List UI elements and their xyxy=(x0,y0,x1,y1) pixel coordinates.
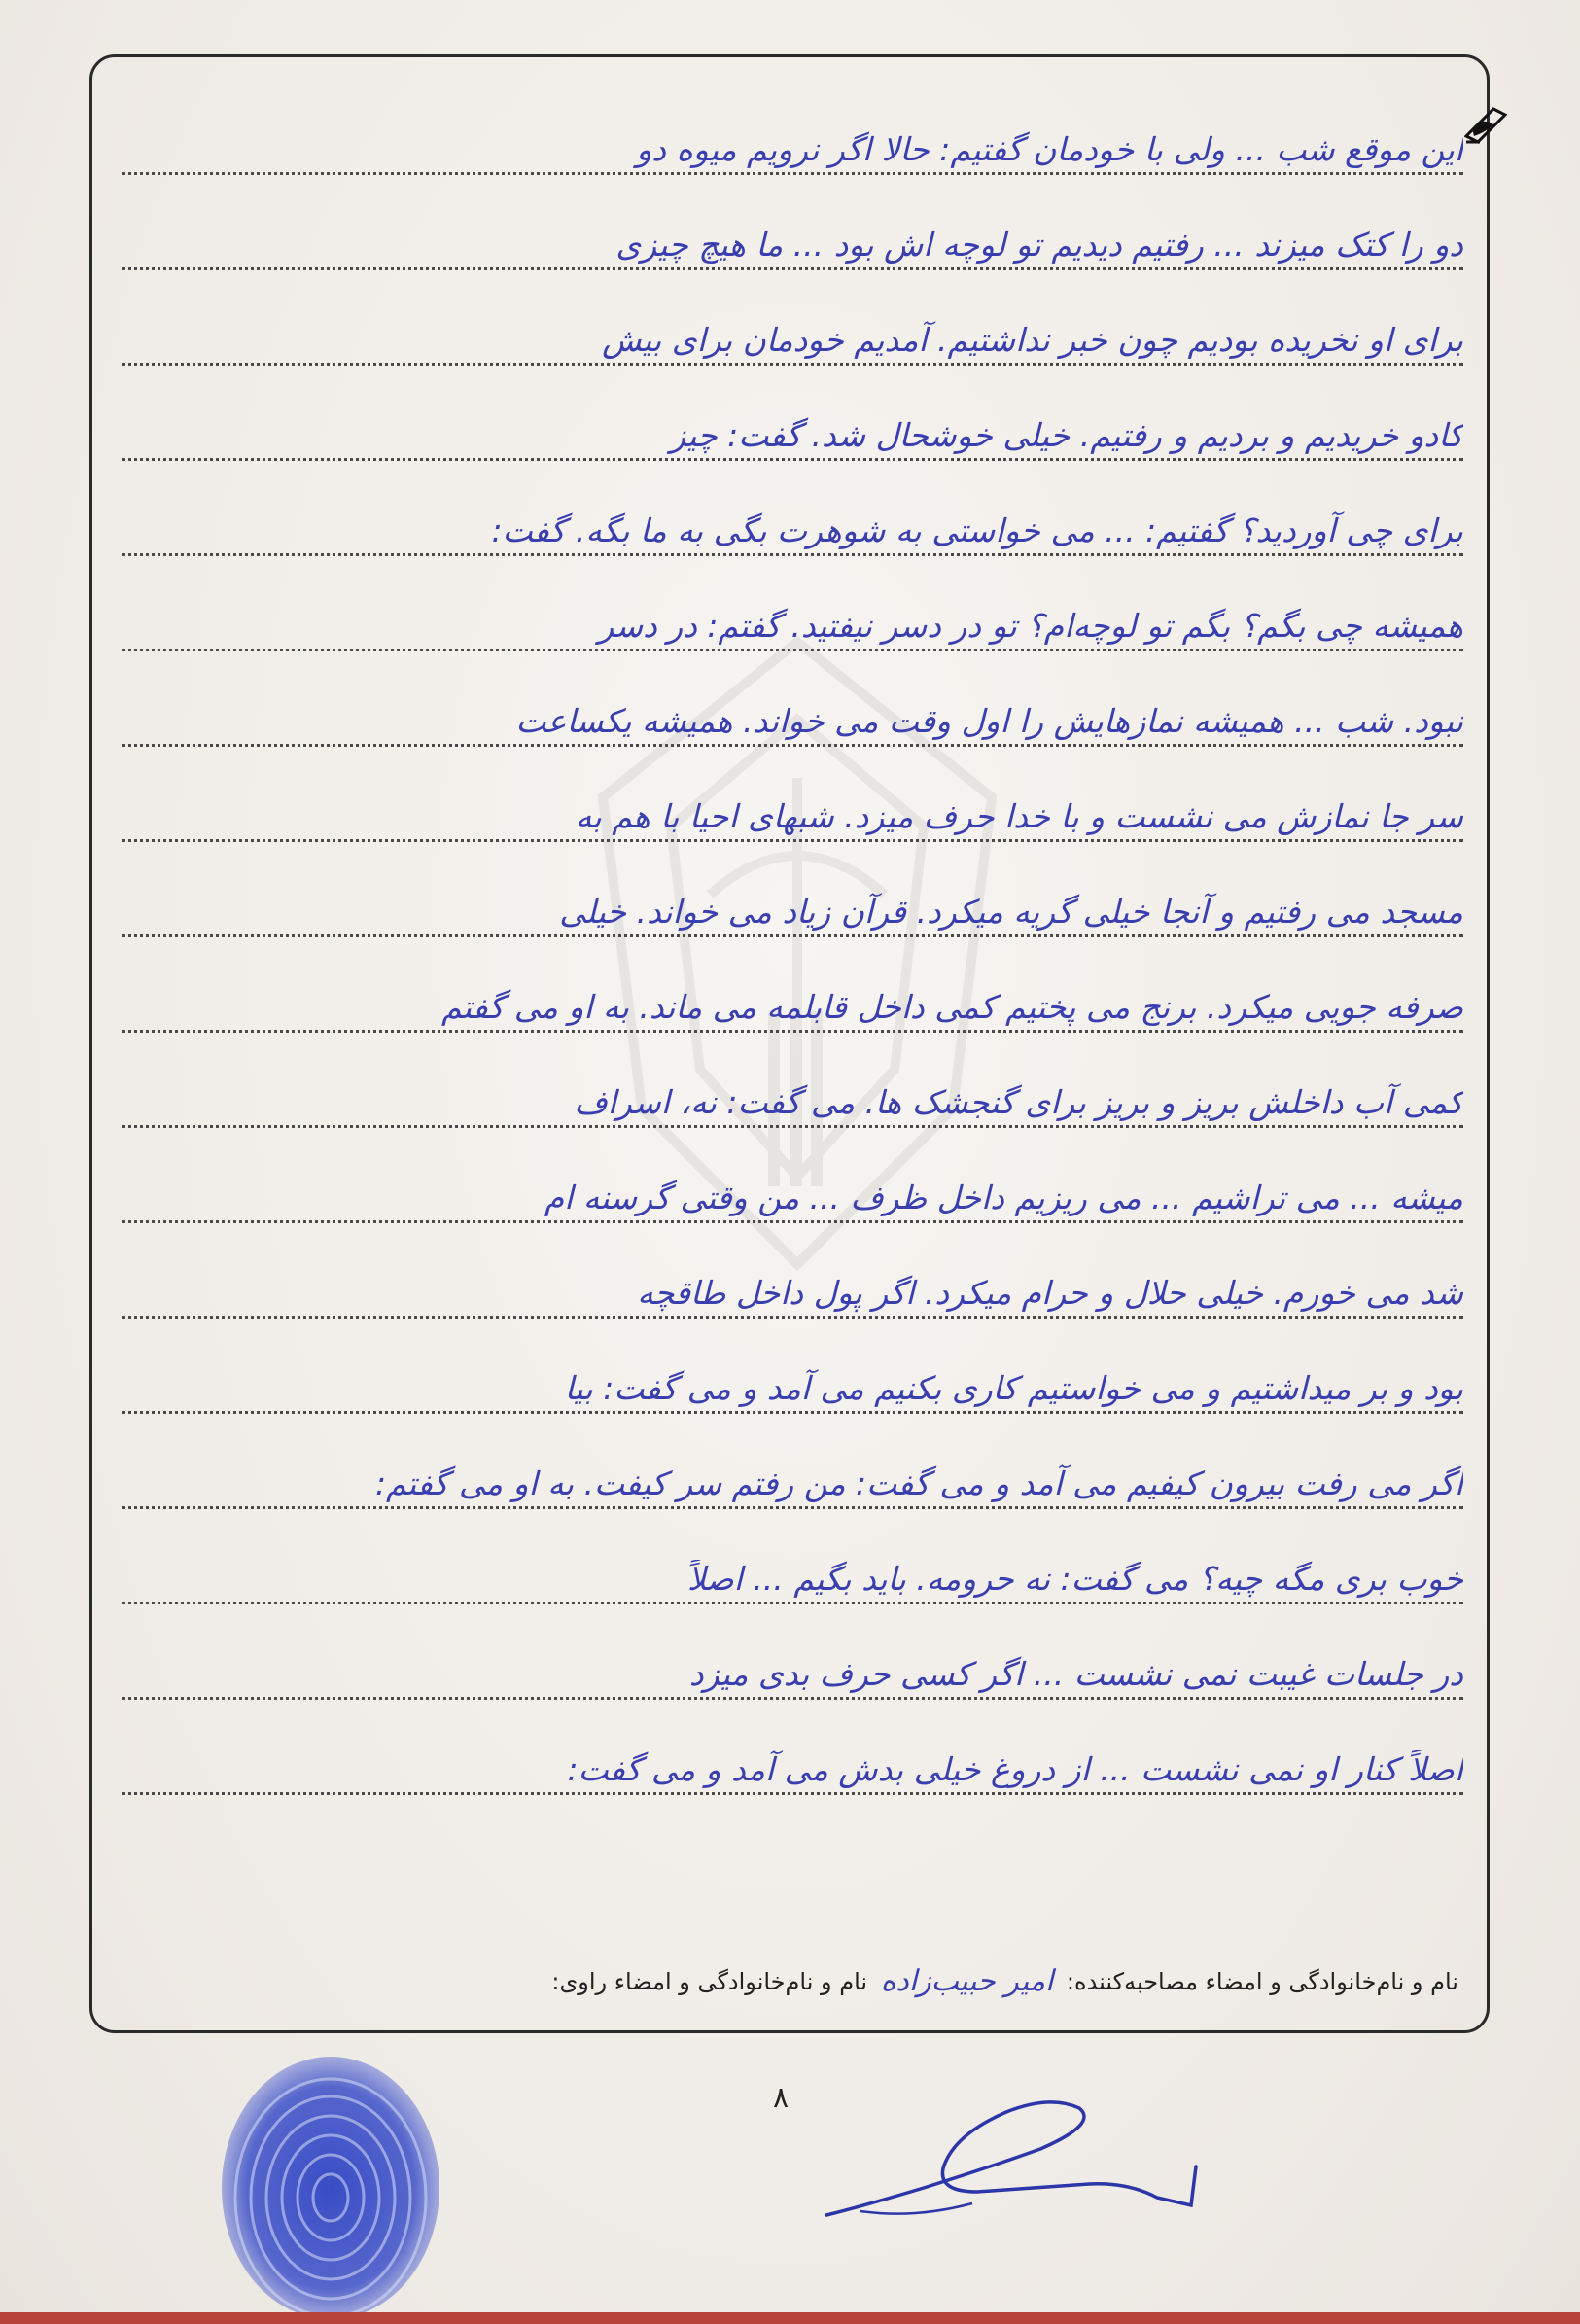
text-line xyxy=(122,383,1463,478)
handwritten-text: در جلسات غیبت نمی نشست ... اگر کسی حرف بدی میزد xyxy=(688,1655,1463,1693)
handwritten-text: برای چی آوردید؟ گفتیم: ... می خواستی به شوهرت بگی به ما بگه. گفت: xyxy=(491,511,1463,549)
text-line xyxy=(122,1431,1463,1527)
text-line xyxy=(122,669,1463,764)
handwritten-text: دو را کتک میزند ... رفتیم دیدیم تو لوچه اش بود ... ما هیچ چیزی xyxy=(615,226,1463,264)
handwritten-text: صرفه جویی میکرد. برنج می پختیم کمی داخل قابلمه می ماند. به او می گفتم xyxy=(440,988,1463,1026)
signature-labels-row xyxy=(117,1964,1458,2013)
handwritten-text: برای او نخریده بودیم چون خبر نداشتیم. آمدیم خودمان برای بیش xyxy=(602,321,1463,359)
fingerprint-stamp xyxy=(204,2042,457,2324)
page-number: ۸ xyxy=(773,2081,790,2115)
interview-text-lines xyxy=(122,97,1463,1906)
scan-bottom-edge xyxy=(0,2312,1580,2324)
text-line xyxy=(122,478,1463,574)
pen-note-icon xyxy=(1464,107,1507,144)
interviewer-name: امیر حبیب‌زاده xyxy=(880,1964,1054,1998)
handwritten-text: کمی آب داخلش بریز و بریز برای گنجشک ها. می گفت: نه، اسراف xyxy=(574,1083,1463,1121)
text-line xyxy=(122,1717,1463,1813)
handwritten-text: مسجد می رفتیم و آنجا خیلی گریه میکرد. قرآن زیاد می خواند. خیلی xyxy=(559,893,1463,931)
text-line xyxy=(122,574,1463,669)
text-line xyxy=(122,860,1463,955)
handwritten-text: این موقع شب ... ولی با خودمان گفتیم: حالا اگر نرویم میوه دو xyxy=(636,130,1463,168)
text-line xyxy=(122,1336,1463,1431)
text-line xyxy=(122,1050,1463,1145)
handwritten-text: اصلاً کنار او نمی نشست ... از دروغ خیلی بدش می آمد و می گفت: xyxy=(567,1750,1463,1788)
text-line xyxy=(122,955,1463,1050)
text-line xyxy=(122,764,1463,860)
handwritten-text: میشه ... می تراشیم ... می ریزیم داخل ظرف ... من وقتی گرسنه ام xyxy=(544,1179,1463,1216)
text-line xyxy=(122,1622,1463,1717)
handwritten-text: کادو خریدیم و بردیم و رفتیم. خیلی خوشحال شد. گفت: چیز xyxy=(670,416,1463,454)
text-line xyxy=(122,193,1463,288)
text-line xyxy=(122,288,1463,383)
handwritten-text: اگر می رفت بیرون کیفیم می آمد و می گفت: من رفتم سر کیفت. به او می گفتم: xyxy=(374,1464,1463,1502)
text-line xyxy=(122,1527,1463,1622)
text-line xyxy=(122,1241,1463,1336)
handwritten-text: شد می خورم. خیلی حلال و حرام میکرد. اگر پول داخل طاقچه xyxy=(637,1274,1463,1312)
interviewer-label: نام و نام‌خانوادگی و امضاء مصاحبه‌کننده: xyxy=(1066,1967,1458,1995)
handwritten-text: خوب بری مگه چیه؟ می گفت: نه حرومه. باید بگیم ... اصلاً xyxy=(686,1560,1463,1598)
handwritten-text: نبود. شب ... همیشه نمازهایش را اول وقت می خواند. همیشه یکساعت xyxy=(515,702,1463,740)
narrator-label: نام و نام‌خانوادگی و امضاء راوی: xyxy=(551,1967,868,1995)
handwritten-text: بود و بر میداشتیم و می خواستیم کاری بکنیم می آمد و می گفت: بیا xyxy=(564,1369,1463,1407)
text-line xyxy=(122,1145,1463,1241)
handwritten-text: سر جا نمازش می نشست و با خدا حرف میزد. شبهای احیا با هم به xyxy=(575,797,1463,835)
handwritten-text: همیشه چی بگم؟ بگم تو لوچه‌ام؟ تو در دسر نیفتید. گفتم: در دسر xyxy=(598,607,1463,645)
text-line xyxy=(122,97,1463,193)
narrator-signature xyxy=(807,2091,1215,2227)
